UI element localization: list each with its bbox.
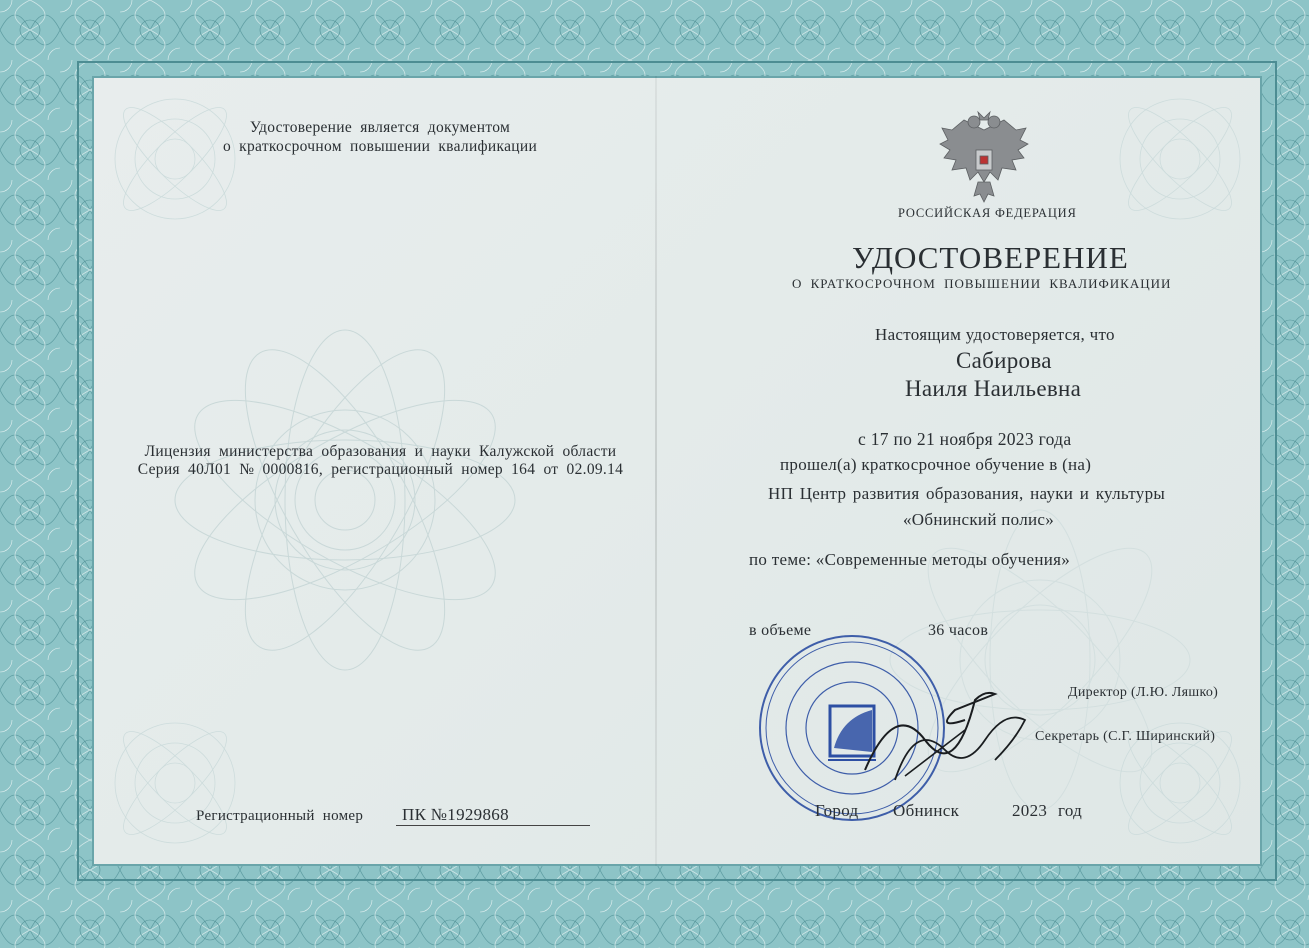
- volume-value: 36 часов: [928, 622, 989, 639]
- year-label: год: [1058, 801, 1083, 820]
- director-signature: [855, 680, 1045, 790]
- completed-text: прошел(а) краткосрочное обучение в (на): [780, 455, 1092, 474]
- city-value: Обнинск: [893, 801, 960, 820]
- corner-ornament: [100, 84, 250, 234]
- coat-of-arms-icon: [934, 110, 1034, 206]
- training-topic: по теме: «Современные методы обучения»: [749, 550, 1071, 569]
- notice-line-1: Удостоверение является документом: [249, 119, 511, 136]
- registration-label: Регистрационный номер: [196, 808, 364, 824]
- training-dates: с 17 по 21 ноября 2023 года: [858, 429, 1072, 449]
- certify-text: Настоящим удостоверяется, что: [875, 325, 1115, 344]
- registration-number: ПК №1929868: [402, 805, 509, 824]
- registration-underline: [396, 825, 590, 826]
- city-label: Город: [815, 801, 859, 820]
- organization-line-2: «Обнинский полис»: [903, 510, 1055, 529]
- year-value: 2023: [1012, 801, 1048, 820]
- license-info: [108, 443, 653, 479]
- notice-line-2: о краткосрочном повышении квалификации: [222, 138, 538, 155]
- certificate-subtitle: О КРАТКОСРОЧНОМ ПОВЫШЕНИИ КВАЛИФИКАЦИИ: [792, 276, 1172, 291]
- country-name: РОССИЙСКАЯ ФЕДЕРАЦИЯ: [898, 206, 1077, 220]
- volume-label: в объеме: [749, 622, 812, 639]
- corner-ornament: [100, 708, 250, 858]
- corner-ornament: [1105, 84, 1255, 234]
- holder-given-name: Наиля Наильевна: [905, 376, 1082, 401]
- director-label: Директор (Л.Ю. Ляшко): [1068, 685, 1219, 700]
- watermark-rosette: [145, 300, 545, 700]
- secretary-label: Секретарь (С.Г. Ширинский): [1035, 729, 1216, 744]
- license-line-1: Лицензия министерства образования и науки Калужской области: [144, 443, 617, 460]
- certificate-title: УДОСТОВЕРЕНИЕ: [852, 240, 1129, 275]
- holder-surname: Сабирова: [956, 348, 1052, 373]
- document-notice: [190, 118, 570, 156]
- license-line-2: Серия 40Л01 № 0000816, регистрационный номер 164 от 02.09.14: [137, 461, 624, 478]
- organization-line-1: НП Центр развития образования, науки и культуры: [768, 484, 1166, 503]
- page-fold: [655, 76, 657, 866]
